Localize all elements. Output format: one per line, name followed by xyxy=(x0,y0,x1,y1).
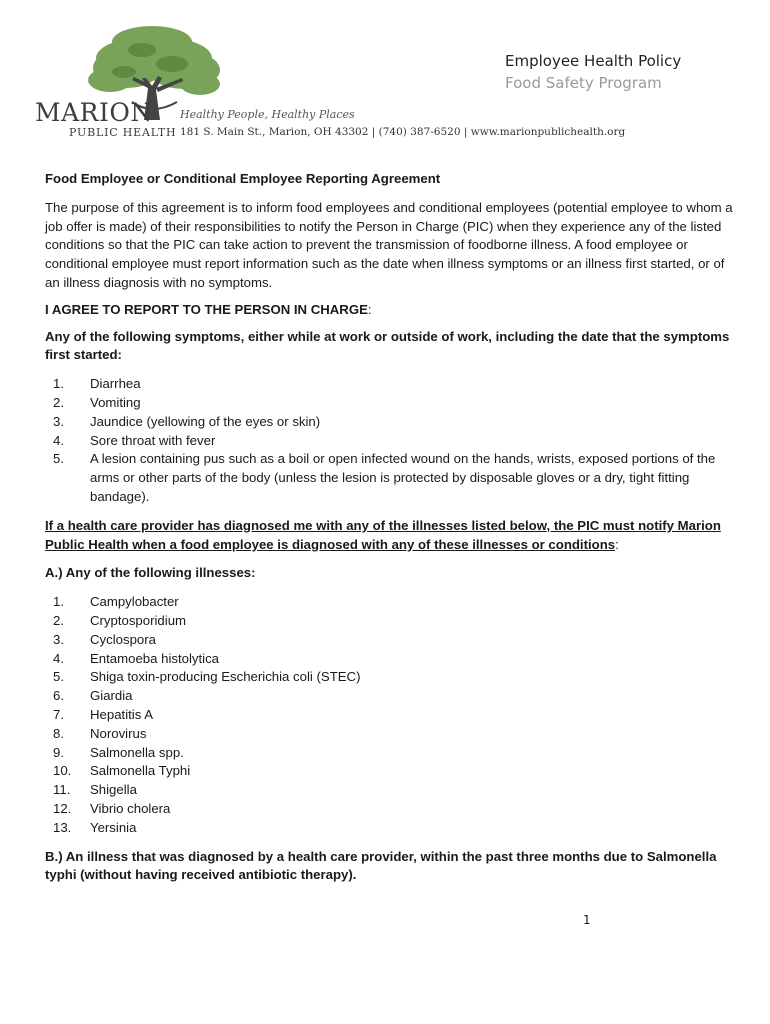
symptom-item-number: 3. xyxy=(53,413,64,429)
illness-item xyxy=(45,650,735,669)
illness-item xyxy=(45,762,735,781)
intro-paragraph: The purpose of this agreement is to inform food employees and conditional employees (potential employee to whom a job offer is made) of their responsibilities to notify the Person in Charge (PIC) when they experience any of the listed conditions so that the PIC can take action to prevent the transmission of foodborne illness. A food employee or conditional employee must report information such as the date when illness symptoms or an illness first started, or of an illness diagnosis with no symptoms. xyxy=(45,199,733,290)
illness-item-number: 9. xyxy=(53,744,64,760)
illness-item xyxy=(45,744,735,763)
org-subtitle: PUBLIC HEALTH xyxy=(69,126,177,139)
illness-item xyxy=(45,593,735,612)
illness-item-text: Cryptosporidium xyxy=(90,612,187,628)
illness-item xyxy=(45,819,735,838)
org-name: MARION xyxy=(35,98,153,127)
symptom-item-number: 2. xyxy=(53,394,64,410)
illness-item xyxy=(45,800,735,819)
illness-item-number: 11. xyxy=(53,782,71,798)
illness-item xyxy=(45,687,735,706)
symptom-item-text: Jaundice (yellowing of the eyes or skin) xyxy=(90,413,321,429)
illness-item-number: 8. xyxy=(53,725,64,741)
illness-item xyxy=(45,725,735,744)
org-address: 181 S. Main St., Marion, OH 43302 | (740) 387-6520 | www.marionpublichealth.org xyxy=(180,126,626,138)
illness-item-text: Yersinia xyxy=(90,819,137,835)
illness-item-text: Salmonella spp. xyxy=(90,744,184,760)
symptom-item-text: Diarrhea xyxy=(90,376,141,392)
illness-item-number: 1. xyxy=(53,594,64,610)
symptoms-heading: Any of the following symptoms, either while at work or outside of work, including the date that the symptoms first started: xyxy=(45,328,730,363)
document-title: Employee Health Policy xyxy=(505,52,682,70)
symptom-item xyxy=(45,413,735,432)
tagline: Healthy People, Healthy Places xyxy=(180,108,355,121)
document-body xyxy=(45,170,735,885)
agree-bold: I AGREE TO REPORT TO THE PERSON IN CHARGE xyxy=(45,301,368,317)
symptom-item-text: A lesion containing pus such as a boil or open infected wound on the hands, wrists, exposed portions of the arms or other parts of the body (unless the lesion is protected by disposable gloves or a dry, tight fitting bandage). xyxy=(90,451,716,504)
section-a-heading: A.) Any of the following illnesses: xyxy=(45,565,256,581)
symptoms-list xyxy=(45,375,735,507)
illness-item-number: 6. xyxy=(53,688,64,704)
illness-item-text: Hepatitis A xyxy=(90,706,154,722)
diagnosed-bold: If a health care provider has diagnosed me with any of the illnesses listed below, the PIC must notify Marion Public Health when a food employee is diagnosed with any of these illnesses or conditions xyxy=(45,517,721,552)
symptom-item xyxy=(45,450,735,506)
illness-item xyxy=(45,612,735,631)
illness-item-text: Campylobacter xyxy=(90,594,179,610)
illness-item-text: Entamoeba histolytica xyxy=(90,650,220,666)
illness-list xyxy=(45,593,735,837)
illness-item-number: 2. xyxy=(53,612,64,628)
symptom-item xyxy=(45,432,735,451)
illness-item-number: 4. xyxy=(53,650,64,666)
illness-item xyxy=(45,781,735,800)
diagnosed-tail: : xyxy=(615,536,619,552)
illness-item xyxy=(45,706,735,725)
illness-item-number: 12. xyxy=(53,800,72,816)
illness-item-number: 3. xyxy=(53,631,64,647)
agree-tail: : xyxy=(367,301,372,317)
symptom-item-text: Vomiting xyxy=(90,394,141,410)
diagnosed-statement xyxy=(45,517,735,555)
illness-item-text: Giardia xyxy=(90,688,133,704)
symptom-item-text: Sore throat with fever xyxy=(90,432,216,448)
page-number: 1 xyxy=(583,913,591,927)
illness-item-number: 7. xyxy=(53,706,64,722)
illness-item xyxy=(45,668,735,687)
illness-item-text: Norovirus xyxy=(90,725,147,741)
illness-item-number: 13. xyxy=(53,819,72,835)
symptom-item xyxy=(45,394,735,413)
illness-item xyxy=(45,631,735,650)
agree-statement xyxy=(45,301,735,320)
section-b-heading: B.) An illness that was diagnosed by a health care provider, within the past three months due to Salmonella typhi (without having received antibiotic therapy). xyxy=(45,848,717,883)
symptom-item-number: 5. xyxy=(53,451,64,467)
agreement-heading: Food Employee or Conditional Employee Reporting Agreement xyxy=(45,171,441,186)
document-subtitle: Food Safety Program xyxy=(505,74,662,92)
illness-item-number: 10. xyxy=(53,763,72,779)
illness-item-text: Shigella xyxy=(90,782,137,798)
illness-item-text: Cyclospora xyxy=(90,631,156,647)
symptom-item-number: 1. xyxy=(53,376,64,392)
illness-item-number: 5. xyxy=(53,669,64,685)
illness-item-text: Salmonella Typhi xyxy=(90,763,191,779)
illness-item-text: Vibrio cholera xyxy=(90,800,171,816)
symptom-item xyxy=(45,375,735,394)
symptom-item-number: 4. xyxy=(53,432,64,448)
illness-item-text: Shiga toxin-producing Escherichia coli (STEC) xyxy=(90,669,361,685)
